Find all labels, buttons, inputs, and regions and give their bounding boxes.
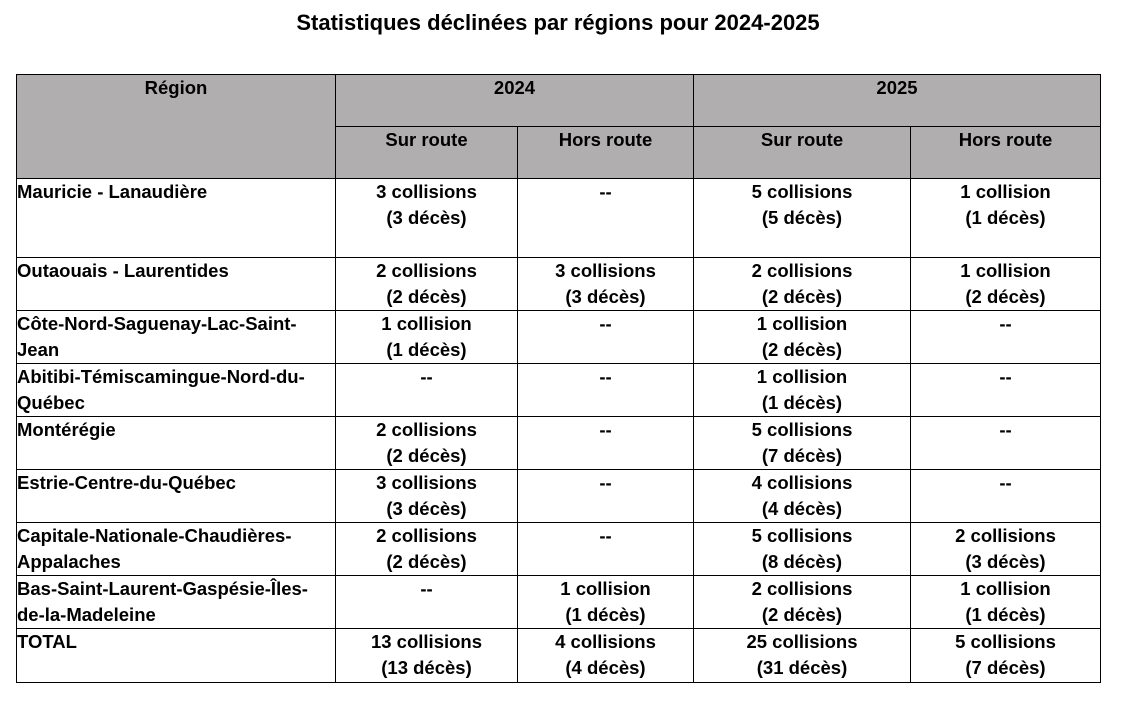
- page-title: Statistiques déclinées par régions pour 2024-2025: [296, 10, 820, 35]
- deaths-count: (2 décès): [761, 286, 843, 307]
- collisions-count: 1 collision: [756, 313, 848, 334]
- deaths-count: (2 décès): [386, 551, 467, 572]
- collisions-count: 5 collisions: [751, 525, 853, 546]
- collisions-count: --: [599, 313, 612, 334]
- deaths-count: (4 décès): [761, 498, 843, 519]
- region-name: Capitale-Nationale-Chaudières-Appalaches: [17, 523, 336, 576]
- region-name: Bas-Saint-Laurent-Gaspésie-Îles-de-la-Madeleine: [17, 576, 336, 629]
- collisions-count: 2 collisions: [376, 525, 477, 546]
- collisions-count: --: [599, 472, 612, 493]
- value-cell: [518, 523, 694, 576]
- year-header-2025: 2025: [694, 75, 1101, 127]
- deaths-count: (2 décès): [761, 604, 843, 625]
- region-name: Côte-Nord-Saguenay-Lac-Saint-Jean: [17, 311, 336, 364]
- value-cell: [518, 576, 694, 629]
- table-row: [17, 470, 1101, 523]
- collisions-count: --: [999, 419, 1012, 440]
- deaths-count: (4 décès): [565, 657, 646, 678]
- deaths-count: (3 décès): [386, 498, 467, 519]
- deaths-count: (3 décès): [965, 551, 1046, 572]
- collisions-count: --: [599, 419, 612, 440]
- deaths-count: (1 décès): [965, 604, 1046, 625]
- value-cell: [336, 311, 518, 364]
- collisions-count: 13 collisions: [370, 631, 483, 652]
- table-row: [17, 576, 1101, 629]
- deaths-count: (2 décès): [761, 339, 843, 360]
- value-cell: [336, 629, 518, 683]
- collisions-count: --: [420, 366, 433, 387]
- deaths-count: (1 décès): [386, 339, 467, 360]
- deaths-count: (31 décès): [756, 657, 848, 678]
- table-body: [17, 179, 1101, 683]
- table-row: [17, 179, 1101, 258]
- collisions-count: 5 collisions: [955, 631, 1056, 652]
- collisions-count: 5 collisions: [751, 181, 853, 202]
- collisions-count: 1 collision: [960, 578, 1051, 599]
- value-cell: [911, 258, 1101, 311]
- deaths-count: (3 décès): [386, 207, 467, 228]
- deaths-count: (1 décès): [761, 392, 843, 413]
- value-cell: [694, 179, 911, 258]
- year-header-2024: 2024: [336, 75, 694, 127]
- deaths-count: (1 décès): [565, 604, 646, 625]
- collisions-count: 2 collisions: [376, 419, 477, 440]
- value-cell: [694, 576, 911, 629]
- region-name: Outaouais - Laurentides: [17, 258, 336, 311]
- collisions-count: 3 collisions: [555, 260, 656, 281]
- deaths-count: (13 décès): [381, 657, 472, 678]
- table-row: [17, 523, 1101, 576]
- deaths-count: (2 décès): [386, 286, 467, 307]
- table-total-row: [17, 629, 1101, 683]
- collisions-count: 3 collisions: [376, 181, 477, 202]
- collisions-count: 2 collisions: [376, 260, 477, 281]
- collisions-count: 4 collisions: [555, 631, 656, 652]
- region-column-header: Région: [17, 75, 336, 179]
- value-cell: [694, 364, 911, 417]
- collisions-count: 1 collision: [560, 578, 651, 599]
- collisions-count: 3 collisions: [376, 472, 477, 493]
- region-name: Estrie-Centre-du-Québec: [17, 470, 336, 523]
- value-cell: [518, 258, 694, 311]
- value-cell: [911, 364, 1101, 417]
- value-cell: [518, 417, 694, 470]
- value-cell: [336, 576, 518, 629]
- collisions-count: --: [999, 366, 1012, 387]
- value-cell: [518, 470, 694, 523]
- region-name: Montérégie: [17, 417, 336, 470]
- table-row: [17, 311, 1101, 364]
- deaths-count: (7 décès): [965, 657, 1046, 678]
- value-cell: [694, 470, 911, 523]
- value-cell: [911, 311, 1101, 364]
- collisions-count: 2 collisions: [751, 260, 853, 281]
- value-cell: [518, 179, 694, 258]
- collisions-count: 5 collisions: [751, 419, 853, 440]
- value-cell: [694, 258, 911, 311]
- collisions-count: 4 collisions: [751, 472, 853, 493]
- deaths-count: (1 décès): [965, 207, 1046, 228]
- collisions-count: --: [999, 313, 1012, 334]
- collisions-count: --: [599, 181, 612, 202]
- value-cell: [336, 523, 518, 576]
- collisions-count: 1 collision: [960, 181, 1051, 202]
- table-header-row-years: [17, 75, 1101, 127]
- value-cell: [518, 364, 694, 417]
- value-cell: [694, 629, 911, 683]
- subheader-2024-sur-route: Sur route: [336, 127, 518, 179]
- collisions-count: 1 collision: [756, 366, 848, 387]
- value-cell: [911, 523, 1101, 576]
- value-cell: [694, 523, 911, 576]
- value-cell: [911, 576, 1101, 629]
- collisions-count: 1 collision: [381, 313, 472, 334]
- collisions-count: --: [420, 578, 433, 599]
- deaths-count: (8 décès): [761, 551, 843, 572]
- statistics-table: [16, 74, 1101, 683]
- value-cell: [694, 311, 911, 364]
- subheader-2025-sur-route: Sur route: [694, 127, 911, 179]
- collisions-count: 25 collisions: [746, 631, 858, 652]
- value-cell: [911, 470, 1101, 523]
- region-name: Mauricie - Lanaudière: [17, 179, 336, 258]
- deaths-count: (3 décès): [565, 286, 646, 307]
- collisions-count: --: [999, 472, 1012, 493]
- deaths-count: (2 décès): [965, 286, 1046, 307]
- table-row: [17, 258, 1101, 311]
- collisions-count: 2 collisions: [955, 525, 1056, 546]
- region-name: Abitibi-Témiscamingue-Nord-du-Québec: [17, 364, 336, 417]
- collisions-count: --: [599, 525, 612, 546]
- collisions-count: --: [599, 366, 612, 387]
- total-label: TOTAL: [17, 629, 336, 683]
- value-cell: [911, 179, 1101, 258]
- deaths-count: (2 décès): [386, 445, 467, 466]
- collisions-count: 2 collisions: [751, 578, 853, 599]
- subheader-2025-hors-route: Hors route: [911, 127, 1101, 179]
- value-cell: [336, 179, 518, 258]
- value-cell: [518, 311, 694, 364]
- table-row: [17, 364, 1101, 417]
- collisions-count: 1 collision: [960, 260, 1051, 281]
- value-cell: [694, 417, 911, 470]
- value-cell: [518, 629, 694, 683]
- value-cell: [336, 258, 518, 311]
- value-cell: [336, 470, 518, 523]
- value-cell: [336, 364, 518, 417]
- table-row: [17, 417, 1101, 470]
- value-cell: [336, 417, 518, 470]
- deaths-count: (7 décès): [761, 445, 843, 466]
- subheader-2024-hors-route: Hors route: [518, 127, 694, 179]
- value-cell: [911, 417, 1101, 470]
- deaths-count: (5 décès): [761, 207, 843, 228]
- value-cell: [911, 629, 1101, 683]
